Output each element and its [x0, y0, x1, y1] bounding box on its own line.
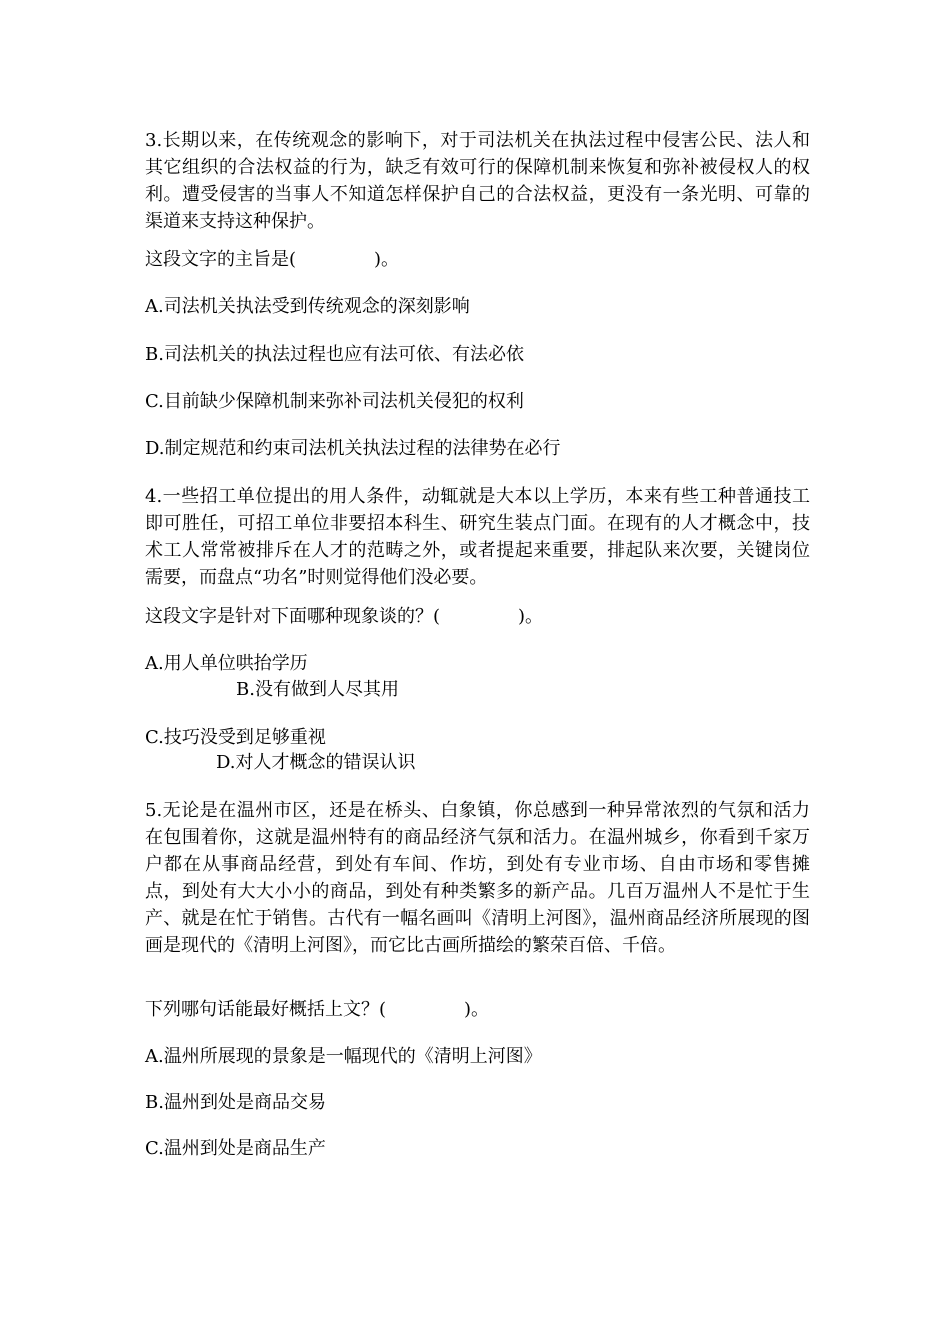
q3-option-c: C.目前缺少保障机制来弥补司法机关侵犯的权利 — [145, 391, 524, 412]
q3-passage: 3.长期以来，在传统观念的影响下，对于司法机关在执法过程中侵害公民、法人和其它组织的合法权益的行为，缺乏有效可行的保障机制来恢复和弥补被侵权人的权利。遭受侵害的当事人不知道怎样保护自己的合法权益，更没有一条光明、可靠的渠道来支持这种保护。 — [145, 130, 810, 232]
q5-option-c: C.温州到处是商品生产 — [145, 1138, 326, 1159]
q5-stem — [145, 998, 489, 1022]
q5-passage: 5.无论是在温州市区，还是在桥头、白象镇，你总感到一种异常浓烈的气氛和活力在包围着你，这就是温州特有的商品经济气氛和活力。在温州城乡，你看到千家万户都在从事商品经营，到处有车间、作坊，到处有专业市场、自由市场和零售摊点，到处有大大小小的商品，到处有种类繁多的新产品。几百万温州人不是忙于生产、就是在忙于销售。古代有一幅名画叫《清明上河图》，温州商品经济所展现的图画是现代的《清明上河图》，而它比古画所描绘的繁荣百倍、千倍。 — [145, 800, 810, 956]
q5-stem-end: )。 — [464, 999, 490, 1020]
q4-passage: 4.一些招工单位提出的用人条件，动辄就是大本以上学历，本来有些工种普通技工即可胜任，可招工单位非要招本科生、研究生装点门面。在现有的人才概念中，技术工人常常被排斥在人才的范畴之外，或者提起来重要，排起队来次要，关键岗位需要，而盘点“功名”时则觉得他们没必要。 — [145, 486, 810, 588]
q4-option-a: A.用人单位哄抬学历 — [145, 653, 308, 674]
q3-stem-text: 这段文字的主旨是( — [145, 249, 297, 270]
q3-option-a: A.司法机关执法受到传统观念的深刻影响 — [145, 296, 470, 317]
q4-option-d: D.对人才概念的错误认识 — [216, 752, 416, 773]
q4-option-c: C.技巧没受到足够重视 — [145, 727, 326, 748]
q3-stem — [145, 248, 399, 272]
q5-stem-text: 下列哪句话能最好概括上文？( — [145, 999, 387, 1020]
q3-option-d: D.制定规范和约束司法机关执法过程的法律势在必行 — [145, 438, 561, 459]
q5-option-a: A.温州所展现的景象是一幅现代的《清明上河图》 — [145, 1046, 542, 1067]
q4-stem-text: 这段文字是针对下面哪种现象谈的？( — [145, 606, 441, 627]
q4-stem — [145, 605, 543, 629]
q3-option-b: B.司法机关的执法过程也应有法可依、有法必依 — [145, 344, 524, 365]
q4-stem-end: )。 — [518, 606, 544, 627]
q5-option-b: B.温州到处是商品交易 — [145, 1092, 326, 1113]
q4-option-b: B.没有做到人尽其用 — [236, 679, 399, 700]
q3-stem-end: )。 — [374, 249, 400, 270]
